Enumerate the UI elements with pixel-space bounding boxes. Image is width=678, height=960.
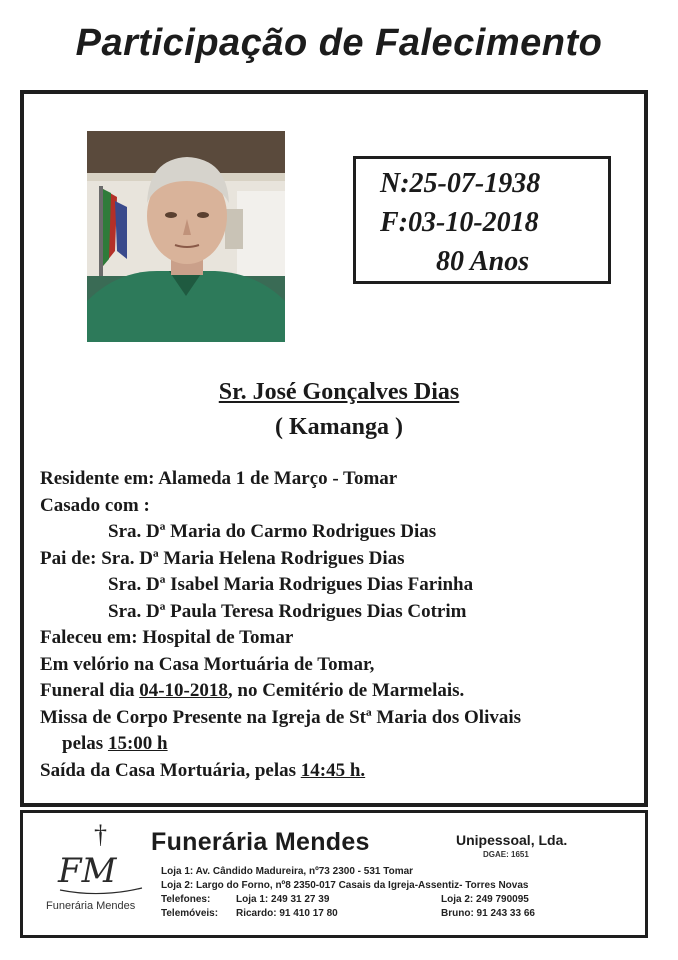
store-1-address: Loja 1: Av. Cândido Madureira, nº73 2300 - 531 Tomar <box>161 866 414 877</box>
departure-prefix: Saída da Casa Mortuária, pelas <box>40 759 301 781</box>
departure-time: 14:45 h. <box>300 759 366 781</box>
child-name: Sra. Dª Paula Teresa Rodrigues Dias Cotrim <box>108 600 467 622</box>
store-2-phone: Loja 2: 249 790095 <box>441 894 529 905</box>
funeral-line <box>40 678 521 705</box>
child-name: Sra. Dª Isabel Maria Rodrigues Dias Farinha <box>108 574 474 595</box>
children-label: Pai de: <box>40 547 102 569</box>
death-place-line: Faleceu em: Hospital de Tomar <box>40 627 294 648</box>
page-title: Participação de Falecimento <box>75 22 603 64</box>
store-1-phone: Loja 1: 249 31 27 39 <box>236 894 330 905</box>
funeral-date: 04-10-2018 <box>139 680 228 701</box>
phones-label: Telefones: <box>161 894 211 905</box>
wake-line: Em velório na Casa Mortuária de Tomar, <box>40 653 375 675</box>
mobile-bruno: Bruno: 91 243 33 66 <box>441 908 535 919</box>
departure-line <box>40 758 521 785</box>
spouse-line: Sra. Dª Maria do Carmo Rodrigues Dias <box>108 521 437 542</box>
logo-monogram: FM <box>58 851 117 891</box>
mass-time-prefix: pelas <box>62 733 108 754</box>
mass-line: Missa de Corpo Presente na Igreja de Stª Maria dos Olivais <box>40 706 522 728</box>
married-label: Casado com : <box>40 494 150 516</box>
age: 80 Anos <box>436 246 530 277</box>
mass-time: 15:00 h <box>107 733 168 754</box>
children-line-1 <box>40 546 521 573</box>
residence-line: Residente em: Alameda 1 de Março - Tomar <box>40 468 398 489</box>
child-name: Sra. Dª Maria Helena Rodrigues Dias <box>101 547 405 569</box>
death-date: F:03-10-2018 <box>380 207 539 238</box>
deceased-name: Sr. José Gonçalves Dias <box>218 379 460 405</box>
company-name: Funerária Mendes <box>151 828 370 856</box>
dgae-code: DGAE: 1651 <box>483 850 529 859</box>
funeral-prefix: Funeral dia <box>40 680 140 701</box>
logo-caption: Funerária Mendes <box>46 900 136 912</box>
funeral-home-logo <box>50 842 150 902</box>
store-2-address: Loja 2: Largo do Forno, nº8 2350-017 Casais da Igreja-Assentiz- Torres Novas <box>161 880 529 891</box>
funeral-suffix: , no Cemitério de Marmelais. <box>227 680 465 701</box>
deceased-nickname: ( Kamanga ) <box>275 414 403 440</box>
portrait-photo <box>87 131 285 342</box>
dates-box <box>353 156 611 284</box>
cross-icon: † <box>94 820 107 849</box>
mass-time-line <box>40 731 521 758</box>
company-suffix: Unipessoal, Lda. <box>456 832 568 848</box>
notice-details <box>40 466 521 784</box>
birth-date: N:25-07-1938 <box>380 168 541 199</box>
mobiles-label: Telemóveis: <box>161 908 219 919</box>
mobile-ricardo: Ricardo: 91 410 17 80 <box>236 908 338 919</box>
